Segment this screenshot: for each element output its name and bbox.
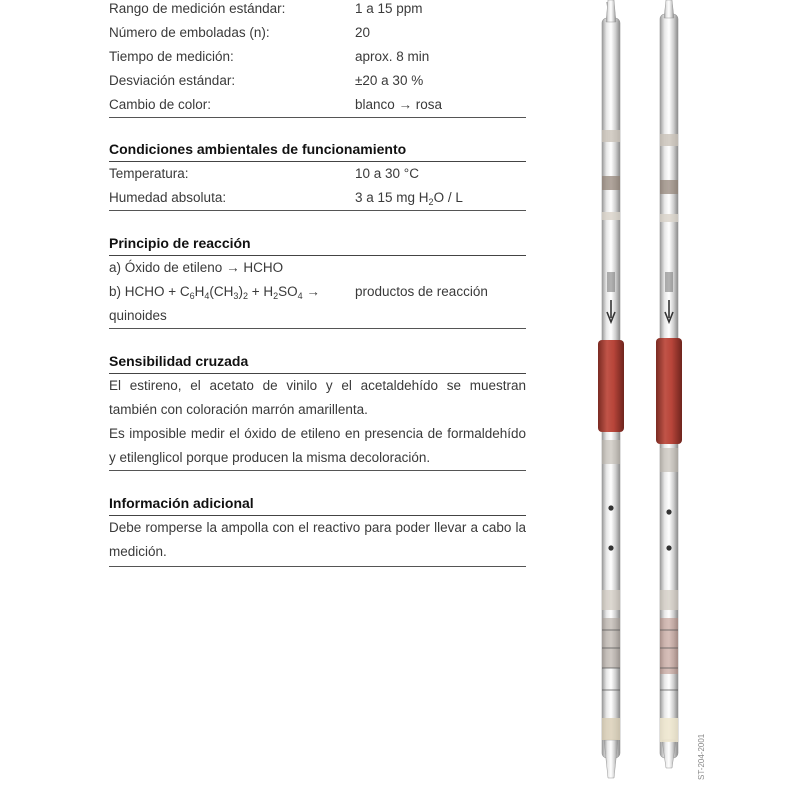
spec-row — [109, 0, 526, 21]
spec-label: Número de emboladas (n): — [109, 25, 270, 40]
condition-label: Humedad absoluta: — [109, 190, 227, 205]
section-divider — [109, 328, 526, 329]
image-code-label: ST-204-2001 — [697, 733, 706, 780]
spec-value: blanco → rosa — [355, 97, 443, 112]
spec-label: Tiempo de medición: — [109, 49, 234, 64]
spec-table — [109, 0, 526, 117]
section-divider — [109, 566, 526, 567]
section-divider — [109, 210, 526, 211]
spec-value: aprox. 8 min — [355, 49, 430, 64]
spec-row — [109, 93, 526, 117]
spec-label: Rango de medición estándar: — [109, 1, 286, 16]
section-heading-reaction: Principio de reacción — [109, 235, 251, 251]
section-heading-conditions: Condiciones ambientales de funcionamiento — [109, 141, 407, 157]
spec-column — [109, 0, 526, 567]
reaction-line-a: a) Óxido de etileno → HCHO — [109, 260, 284, 275]
spec-value: ±20 a 30 % — [355, 73, 424, 88]
detector-tube-left — [598, 0, 624, 778]
reaction-line-b-cont: quinoides — [109, 308, 167, 323]
spec-label: Cambio de color: — [109, 97, 212, 112]
section-heading-additional-info: Información adicional — [109, 495, 254, 511]
cross-paragraph: Es imposible medir el óxido de etileno en presencia de formaldehído y etilenglicol porque producen la misma decoloración. — [109, 426, 526, 465]
additional-paragraph: Debe romperse la ampolla con el reactivo para poder llevar a cabo la medición. — [109, 520, 526, 559]
humidity-subscript: 2 — [428, 197, 434, 207]
section-divider — [109, 470, 526, 471]
condition-label: Temperatura: — [109, 166, 189, 181]
spec-row — [109, 45, 526, 69]
condition-row — [109, 186, 526, 210]
reaction-formula: b) HCHO + $C_6H_4(CH_3)_2 + H_2SO_4$ → — [109, 284, 320, 301]
spec-row — [109, 69, 526, 93]
spec-row — [109, 21, 526, 45]
section-divider — [109, 117, 526, 118]
spec-label: Desviación estándar: — [109, 73, 236, 88]
condition-row — [109, 162, 526, 186]
condition-value: 10 a 30 °C — [355, 166, 419, 181]
detector-tube-right — [656, 0, 682, 768]
cross-paragraph: El estireno, el acetato de vinilo y el acetaldehído se muestran también con coloración marrón amarillenta. — [109, 378, 526, 417]
spec-value: 20 — [355, 25, 371, 40]
section-heading-cross-sensitivity: Sensibilidad cruzada — [109, 353, 249, 369]
reaction-line-b — [109, 280, 526, 304]
reaction-result: productos de reacción — [355, 284, 488, 299]
detector-tubes-photo — [580, 0, 720, 800]
spec-value: 1 a 15 ppm — [355, 1, 423, 16]
condition-value — [355, 186, 526, 210]
humidity-text: O / L — [433, 190, 463, 205]
humidity-text: 3 a 15 mg H — [355, 190, 429, 205]
